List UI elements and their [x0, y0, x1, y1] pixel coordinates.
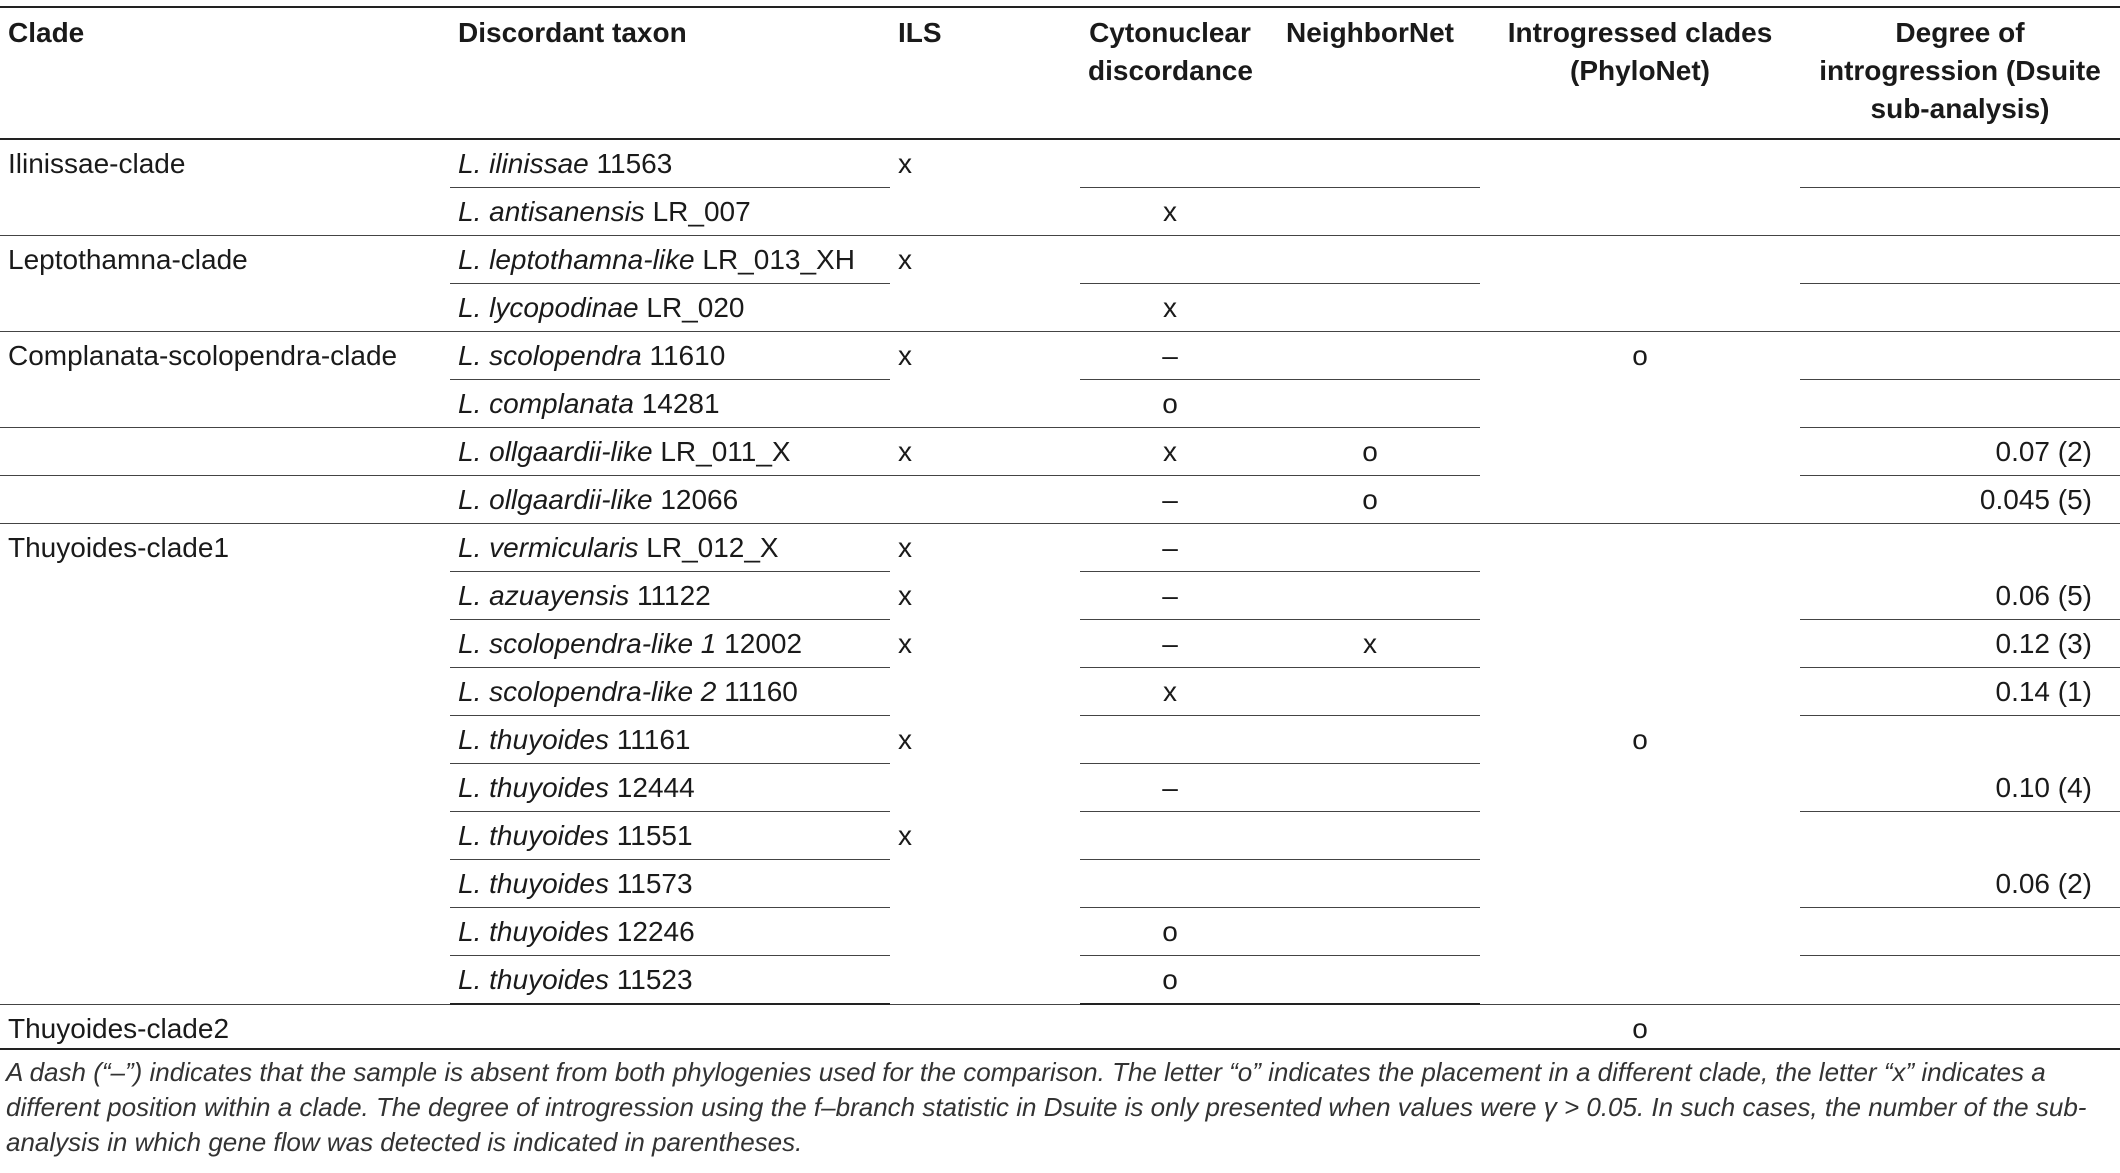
taxon-cell: [450, 860, 890, 908]
clade-cell: [0, 476, 450, 524]
cytonuclear-cell: o: [1080, 908, 1260, 956]
degree-cell: 0.14 (1): [1800, 668, 2120, 716]
taxon-genus: L.: [458, 436, 482, 467]
cytonuclear-cell: [1080, 139, 1260, 188]
neighbornet-cell: o: [1260, 476, 1480, 524]
header-degree: Degree of introgression (Dsuite sub-analysis): [1800, 7, 2120, 139]
taxon-species: scolopendra: [489, 340, 642, 371]
taxon-cell: [450, 812, 890, 860]
clade-cell: [0, 908, 450, 956]
cytonuclear-cell: o: [1080, 380, 1260, 428]
cytonuclear-cell: [1080, 716, 1260, 764]
clade-cell: [0, 620, 450, 668]
table-row: [0, 428, 2120, 476]
degree-cell: 0.07 (2): [1800, 428, 2120, 476]
cytonuclear-cell: –: [1080, 620, 1260, 668]
clade-cell: [0, 284, 450, 332]
ils-cell: [890, 284, 1080, 332]
clade-cell: [0, 668, 450, 716]
taxon-cell: [450, 139, 890, 188]
degree-cell: [1800, 956, 2120, 1005]
degree-cell: 0.045 (5): [1800, 476, 2120, 524]
taxon-id: LR_007: [652, 196, 751, 227]
cytonuclear-cell: [1080, 860, 1260, 908]
taxon-cell: [450, 332, 890, 380]
degree-cell: [1800, 812, 2120, 860]
taxon-species: lycopodinae: [489, 292, 639, 323]
taxon-species: leptothamna-like: [489, 244, 695, 275]
table-row: [0, 860, 2120, 908]
ils-cell: x: [898, 579, 912, 611]
taxon-cell: [450, 428, 890, 476]
cytonuclear-cell: –: [1080, 332, 1260, 380]
taxon-genus: L.: [458, 820, 482, 851]
neighbornet-cell: [1260, 1004, 1480, 1052]
phylonet-cell: [1480, 908, 1800, 956]
ils-cell: [890, 1004, 1080, 1052]
ils-cell: x: [898, 532, 912, 563]
taxon-id: 11122: [637, 580, 711, 611]
degree-cell: [1800, 139, 2120, 188]
phylonet-cell: [1480, 428, 1800, 476]
phylonet-cell: [1480, 524, 1800, 572]
taxon-species: vermicularis: [489, 532, 639, 563]
clade-cell: [0, 716, 450, 764]
taxon-cell: [450, 620, 890, 668]
taxon-cell: [450, 764, 890, 812]
taxon-cell: [450, 668, 890, 716]
taxon-id: 12246: [616, 916, 695, 947]
cytonuclear-cell: x: [1080, 428, 1260, 476]
ils-cell: [890, 380, 1080, 428]
neighbornet-cell: [1260, 332, 1480, 380]
table-row: [0, 476, 2120, 524]
taxon-cell: [450, 716, 890, 764]
clade-cell: [0, 572, 450, 620]
taxon-id: 12444: [616, 772, 695, 803]
header-clade: Clade: [0, 7, 450, 139]
taxon-id: 11563: [596, 148, 673, 179]
degree-cell: [1800, 908, 2120, 956]
taxon-genus: L.: [458, 340, 482, 371]
taxon-genus: L.: [458, 244, 482, 275]
table-row: [0, 139, 2120, 188]
cytonuclear-cell: –: [1080, 572, 1260, 620]
degree-cell: 0.12 (3): [1800, 620, 2120, 668]
taxon-genus: L.: [458, 772, 482, 803]
clade-cell: [0, 428, 450, 476]
phylonet-cell: [1480, 620, 1800, 668]
table-row: [0, 956, 2120, 1005]
table-row: [0, 668, 2120, 716]
clade-cell: [0, 812, 450, 860]
cytonuclear-cell: [1080, 812, 1260, 860]
phylonet-cell: [1480, 476, 1800, 524]
taxon-genus: L.: [458, 148, 482, 179]
taxon-species: thuyoides: [489, 724, 610, 755]
phylonet-cell: [1480, 860, 1800, 908]
taxon-genus: L.: [458, 628, 482, 659]
ils-cell: x: [898, 819, 912, 851]
phylonet-cell: [1480, 236, 1800, 284]
clade-cell: Thuyoides-clade2: [8, 1012, 230, 1044]
ils-cell: [890, 908, 1080, 956]
neighbornet-cell: [1260, 572, 1480, 620]
taxon-id: 11523: [616, 964, 693, 995]
degree-cell: [1800, 284, 2120, 332]
ils-cell: [890, 188, 1080, 236]
taxon-genus: L.: [458, 676, 482, 707]
header-row: [0, 7, 2120, 139]
taxon-species: complanata: [489, 388, 634, 419]
taxon-species: thuyoides: [489, 820, 610, 851]
cytonuclear-cell: x: [1080, 284, 1260, 332]
neighbornet-cell: [1260, 908, 1480, 956]
taxon-id: 11551: [616, 820, 693, 851]
ils-cell: x: [890, 428, 1080, 476]
degree-cell: 0.10 (4): [1800, 764, 2120, 812]
taxon-cell: [450, 284, 890, 332]
table-row: [0, 284, 2120, 332]
clade-cell: Leptothamna-clade: [8, 244, 248, 275]
clade-cell: [0, 188, 450, 236]
clade-cell: [0, 764, 450, 812]
table-row: [0, 572, 2120, 620]
taxon-id: 11160: [724, 676, 798, 707]
phylonet-cell: [1480, 764, 1800, 812]
neighbornet-cell: [1260, 668, 1480, 716]
ils-cell: [890, 956, 1080, 1005]
degree-cell: [1800, 524, 2120, 572]
introgression-table: [0, 6, 2120, 1052]
taxon-species: ollgaardii-like: [489, 484, 653, 515]
taxon-genus: L.: [458, 388, 482, 419]
cytonuclear-cell: –: [1080, 476, 1260, 524]
ils-cell: [890, 476, 1080, 524]
taxon-species: azuayensis: [489, 580, 630, 611]
table-row: [0, 620, 2120, 668]
phylonet-cell: o: [1632, 340, 1648, 371]
neighbornet-cell: [1260, 524, 1480, 572]
taxon-species: thuyoides: [489, 772, 610, 803]
taxon-genus: L.: [458, 964, 482, 995]
neighbornet-cell: [1260, 139, 1480, 188]
table-row: [0, 524, 2120, 572]
neighbornet-cell: [1260, 284, 1480, 332]
degree-cell: [1800, 236, 2120, 284]
ils-cell: [890, 860, 1080, 908]
degree-cell: 0.06 (2): [1800, 860, 2120, 908]
phylonet-cell: [1480, 812, 1800, 860]
taxon-cell: [450, 524, 890, 572]
neighbornet-cell: [1260, 716, 1480, 764]
header-phylonet: Introgressed clades (PhyloNet): [1480, 7, 1800, 139]
taxon-genus: L.: [458, 868, 482, 899]
taxon-cell: [450, 956, 890, 1005]
ils-cell: x: [898, 723, 912, 755]
neighbornet-cell: o: [1260, 428, 1480, 476]
taxon-cell: [450, 188, 890, 236]
taxon-cell: [450, 476, 890, 524]
taxon-genus: L.: [458, 292, 482, 323]
neighbornet-cell: [1260, 764, 1480, 812]
neighbornet-cell: [1260, 236, 1480, 284]
taxon-cell: [450, 236, 890, 284]
ils-cell: x: [898, 148, 912, 179]
degree-cell: [1800, 332, 2120, 380]
ils-cell: [890, 668, 1080, 716]
phylonet-cell: [1480, 956, 1800, 1005]
taxon-id: LR_012_X: [646, 532, 779, 563]
neighbornet-cell: [1260, 956, 1480, 1005]
neighbornet-cell: [1260, 812, 1480, 860]
taxon-species: thuyoides: [489, 916, 610, 947]
neighbornet-cell: [1260, 860, 1480, 908]
taxon-id: LR_011_X: [660, 436, 791, 467]
taxon-species: scolopendra-like 1: [489, 628, 717, 659]
neighbornet-cell: [1260, 188, 1480, 236]
table-row: [0, 812, 2120, 860]
taxon-genus: L.: [458, 532, 482, 563]
phylonet-cell: [1480, 380, 1800, 428]
cytonuclear-cell: –: [1080, 524, 1260, 572]
phylonet-cell: [1480, 139, 1800, 188]
clade-cell: [0, 956, 450, 1005]
taxon-genus: L.: [458, 580, 482, 611]
taxon-species: thuyoides: [489, 868, 610, 899]
neighbornet-cell: x: [1260, 620, 1480, 668]
cytonuclear-cell: [1080, 236, 1260, 284]
taxon-id: 14281: [641, 388, 720, 419]
taxon-cell: [450, 572, 890, 620]
neighbornet-cell: [1260, 380, 1480, 428]
taxon-species: scolopendra-like 2: [489, 676, 717, 707]
degree-cell: 0.06 (5): [1800, 572, 2120, 620]
taxon-genus: L.: [458, 484, 482, 515]
taxon-id: LR_020: [646, 292, 745, 323]
clade-cell: Complanata-scolopendra-clade: [8, 340, 398, 371]
table-row: [0, 188, 2120, 236]
cytonuclear-cell: o: [1080, 956, 1260, 1005]
taxon-species: antisanensis: [489, 196, 645, 227]
phylonet-cell: [1480, 188, 1800, 236]
phylonet-cell: [1480, 284, 1800, 332]
ils-cell: x: [898, 340, 912, 371]
phylonet-cell: [1480, 572, 1800, 620]
bottom-rule: [0, 1048, 2120, 1050]
taxon-id: 12002: [724, 628, 803, 659]
table-row: [0, 716, 2120, 764]
degree-cell: [1800, 188, 2120, 236]
table-row: [0, 1004, 2120, 1052]
phylonet-cell: o: [1632, 723, 1648, 755]
taxon-genus: L.: [458, 724, 482, 755]
header-ils: ILS: [890, 7, 1080, 139]
taxon-species: ollgaardii-like: [489, 436, 653, 467]
ils-cell: x: [898, 627, 912, 659]
cytonuclear-cell: –: [1080, 764, 1260, 812]
taxon-species: thuyoides: [489, 964, 610, 995]
taxon-id: 11573: [616, 868, 693, 899]
clade-cell: [0, 380, 450, 428]
table-footnote: A dash (“–”) indicates that the sample is absent from both phylogenies used for the comparison. The letter “o” indicates the placement in a different clade, the letter “x” indicates a different position within a clade. The degree of introgression using the f–branch statistic in Dsuite is only presented when values were γ > 0.05. In such cases, the number of the sub-analysis in which gene flow was detected is indicated in parentheses.: [6, 1057, 2087, 1157]
phylonet-cell: [1480, 668, 1800, 716]
header-neighbornet: NeighborNet: [1260, 7, 1480, 139]
table-row: [0, 236, 2120, 284]
taxon-cell: [450, 380, 890, 428]
taxon-id: LR_013_XH: [702, 244, 855, 275]
cytonuclear-cell: x: [1080, 668, 1260, 716]
clade-cell: Ilinissae-clade: [8, 148, 186, 179]
table-row: [0, 764, 2120, 812]
degree-cell: [1800, 380, 2120, 428]
cytonuclear-cell: x: [1080, 188, 1260, 236]
taxon-cell: [450, 1004, 890, 1052]
taxon-cell: [450, 908, 890, 956]
taxon-id: 11610: [649, 340, 726, 371]
table-row: [0, 332, 2120, 380]
header-cytonuclear: Cytonuclear discordance: [1080, 7, 1260, 139]
ils-cell: x: [898, 244, 912, 275]
table-row: [0, 908, 2120, 956]
taxon-species: ilinissae: [489, 148, 589, 179]
clade-cell: [0, 860, 450, 908]
taxon-genus: L.: [458, 196, 482, 227]
ils-cell: [890, 764, 1080, 812]
taxon-id: 11161: [616, 724, 691, 755]
table-row: [0, 380, 2120, 428]
taxon-genus: L.: [458, 916, 482, 947]
degree-cell: [1800, 1004, 2120, 1052]
clade-cell: Thuyoides-clade1: [8, 532, 230, 563]
table-body: [0, 139, 2120, 1052]
degree-cell: [1800, 716, 2120, 764]
phylonet-cell: o: [1632, 1012, 1648, 1044]
header-discordant-taxon: Discordant taxon: [450, 7, 890, 139]
taxon-id: 12066: [660, 484, 739, 515]
cytonuclear-cell: [1080, 1004, 1260, 1052]
